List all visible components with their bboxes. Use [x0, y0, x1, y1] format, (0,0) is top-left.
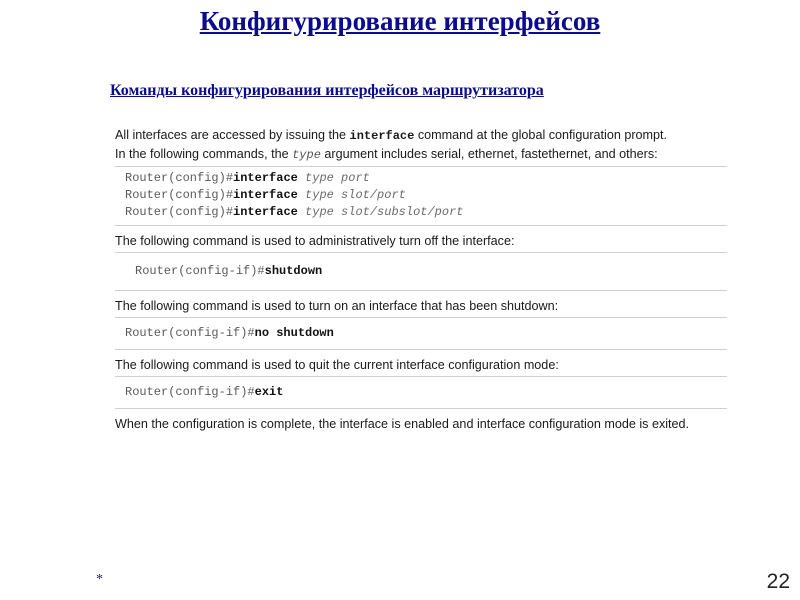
shutdown-code-block — [115, 252, 727, 291]
code-command: no shutdown — [254, 326, 334, 340]
no-shutdown-description: The following command is used to turn on an interface that has been shutdown: — [115, 299, 559, 313]
code-prompt: Router(config-if)# — [125, 326, 255, 340]
code-prompt: Router(config)# — [125, 205, 234, 219]
type-argument: type — [292, 148, 321, 162]
intro-line-2-after: argument includes serial, ethernet, fastethernet, and others: — [320, 147, 658, 161]
code-line — [125, 384, 727, 401]
intro-line-1 — [115, 126, 727, 145]
interface-code-block — [115, 166, 727, 226]
closing-description: When the configuration is complete, the interface is enabled and interface configuration mode is exited. — [115, 417, 690, 431]
content-area — [115, 126, 727, 433]
slide-subtitle: Команды конфигурирования интерфейсов маршрутизатора — [110, 82, 544, 99]
code-prompt: Router(config)# — [125, 171, 234, 185]
intro-line-2-before: In the following commands, the — [115, 147, 293, 161]
code-args: type slot/subslot/port — [297, 205, 464, 219]
footer-star-mark: * — [96, 572, 103, 587]
code-line — [135, 263, 727, 280]
code-line — [125, 204, 727, 221]
code-prompt: Router(config-if)# — [135, 264, 265, 278]
exit-code-block — [115, 376, 727, 409]
intro-line-1-after: command at the global configuration prompt. — [414, 128, 668, 142]
interface-keyword: interface — [349, 129, 415, 143]
exit-description: The following command is used to quit the current interface configuration mode: — [115, 358, 559, 372]
code-line — [125, 325, 727, 342]
code-command: interface — [233, 205, 298, 219]
code-prompt: Router(config)# — [125, 188, 234, 202]
code-line — [125, 187, 727, 204]
code-line — [125, 170, 727, 187]
code-command: shutdown — [264, 264, 323, 278]
code-command: interface — [233, 171, 298, 185]
code-command: interface — [233, 188, 298, 202]
no-shutdown-code-block — [115, 317, 727, 350]
code-args: type slot/port — [297, 188, 406, 202]
slide-title: Конфигурирование интерфейсов — [199, 6, 601, 36]
page-number: 22 — [766, 570, 790, 593]
code-args: type port — [297, 171, 370, 185]
intro-line-1-before: All interfaces are accessed by issuing the — [115, 128, 350, 142]
intro-line-2 — [115, 145, 727, 164]
code-prompt: Router(config-if)# — [125, 385, 255, 399]
shutdown-description: The following command is used to administratively turn off the interface: — [115, 234, 515, 248]
code-command: exit — [254, 385, 284, 399]
